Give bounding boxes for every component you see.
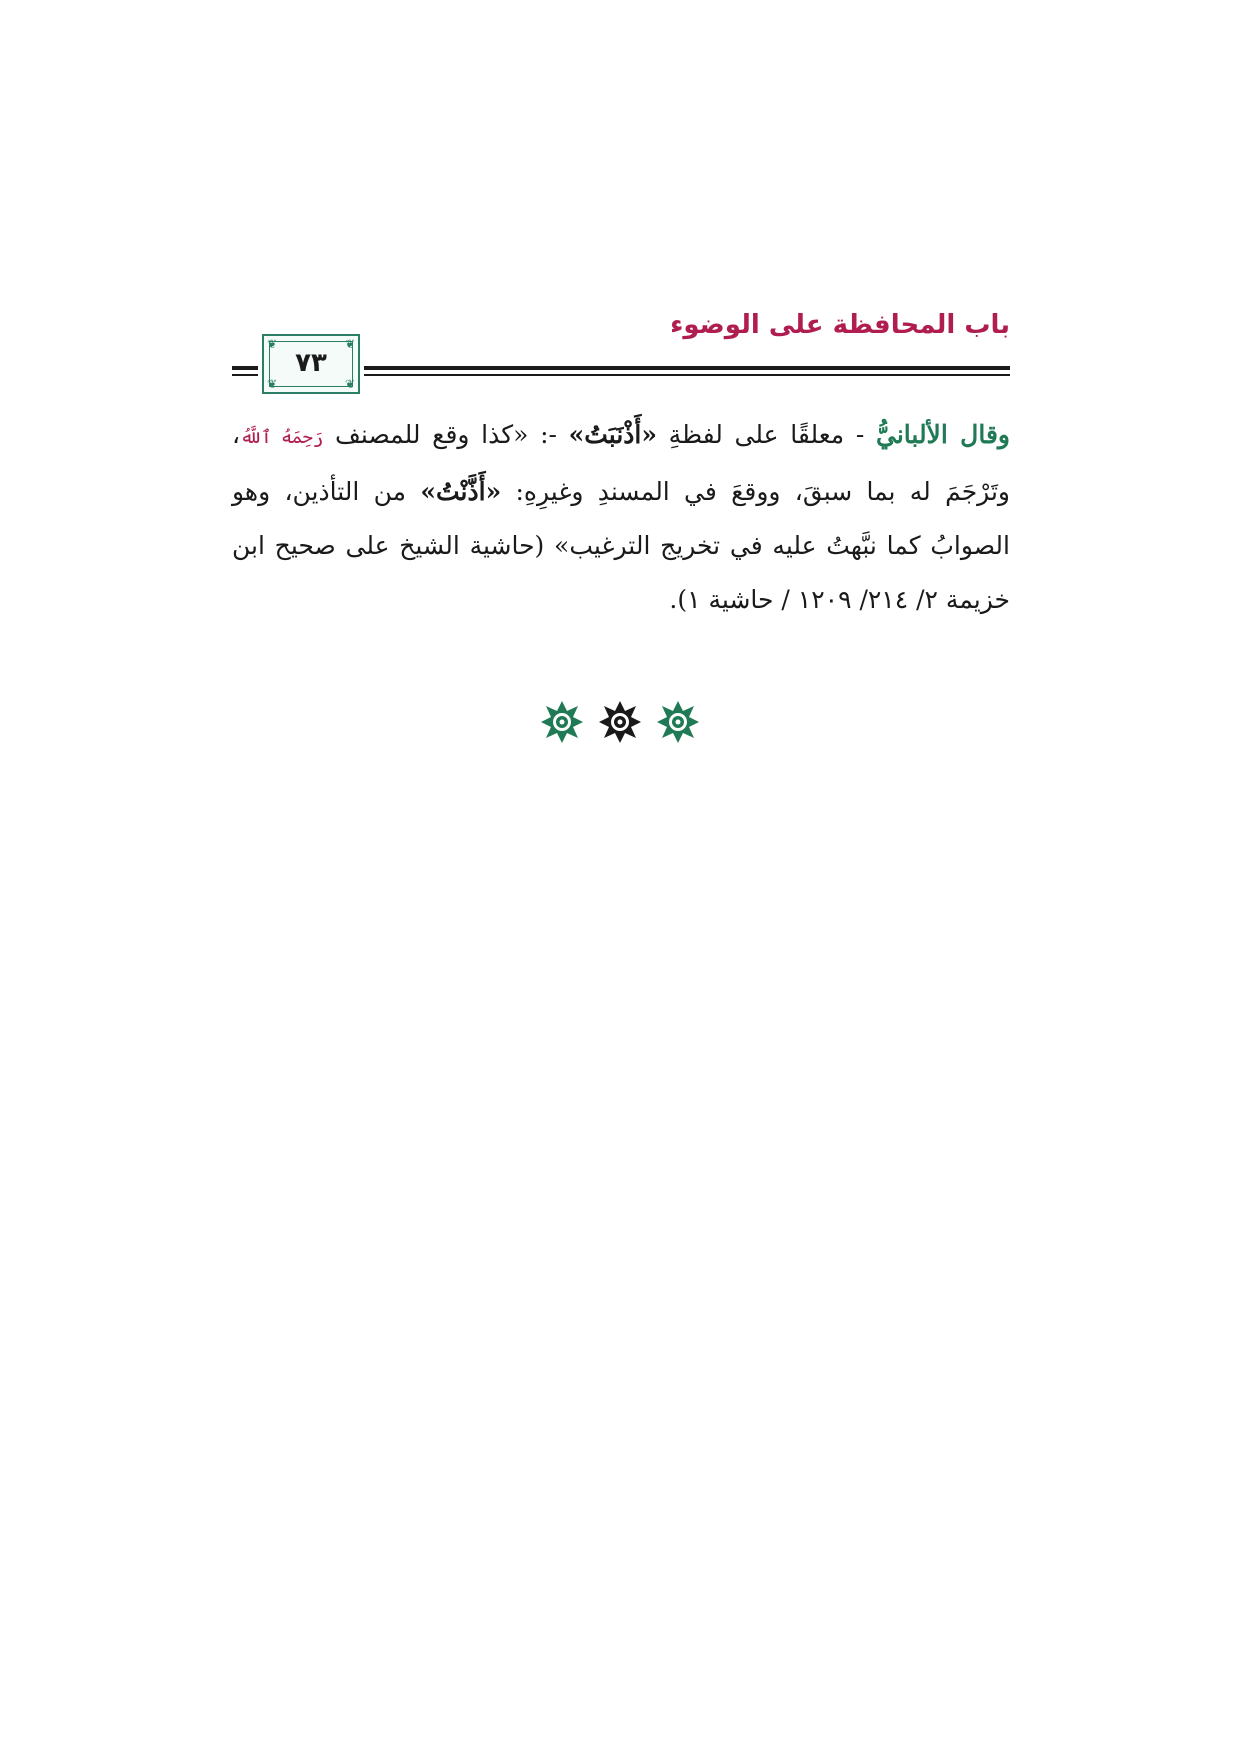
frame-corner-icon: ❦ [344, 377, 356, 391]
page-number: ٧٣ [295, 348, 327, 378]
body-text-segment: -: «كذا وقع للمصنف [323, 420, 569, 449]
page-header [232, 306, 1010, 396]
page-number-badge [262, 334, 360, 394]
frame-corner-icon: ❦ [266, 377, 278, 391]
speaker-name: وقال الألبانيُّ [875, 420, 1010, 449]
star-ornament-icon [656, 700, 700, 744]
frame-corner-icon: ❦ [266, 337, 278, 351]
star-ornament-icon [540, 700, 584, 744]
chapter-title: باب المحافظة على الوضوء [670, 310, 1010, 340]
quoted-word: «أَذَّنْتُ» [420, 477, 502, 506]
honorific-glyph: رَحِمَهُ ٱللَّهُ [240, 427, 324, 448]
header-rule-left [232, 366, 258, 370]
quoted-word: «أَذْنَبَتُ» [568, 420, 657, 449]
star-ornament-icon [598, 700, 642, 744]
section-end-ornaments [540, 700, 700, 750]
body-paragraph [232, 408, 1010, 627]
body-text-segment: - معلقًا على لفظةِ [657, 420, 876, 449]
body-text-segment: ، وتَرْجَمَ له بما سبقَ، ووقعَ في المسندِ وغيرِهِ: [232, 420, 1010, 506]
frame-corner-icon: ❦ [344, 337, 356, 351]
header-rule-thin [364, 374, 1010, 376]
header-rule [364, 366, 1010, 370]
header-rule-left-thin [232, 374, 258, 376]
body-text-segment: من التأذين، وهو الصوابُ كما نبَّهتُ عليه في تخريج الترغيب» (حاشية الشيخ على صحيح ابن خزيمة ٢/ ٢١٤/ ١٢٠٩ / حاشية ١). [232, 477, 1010, 614]
